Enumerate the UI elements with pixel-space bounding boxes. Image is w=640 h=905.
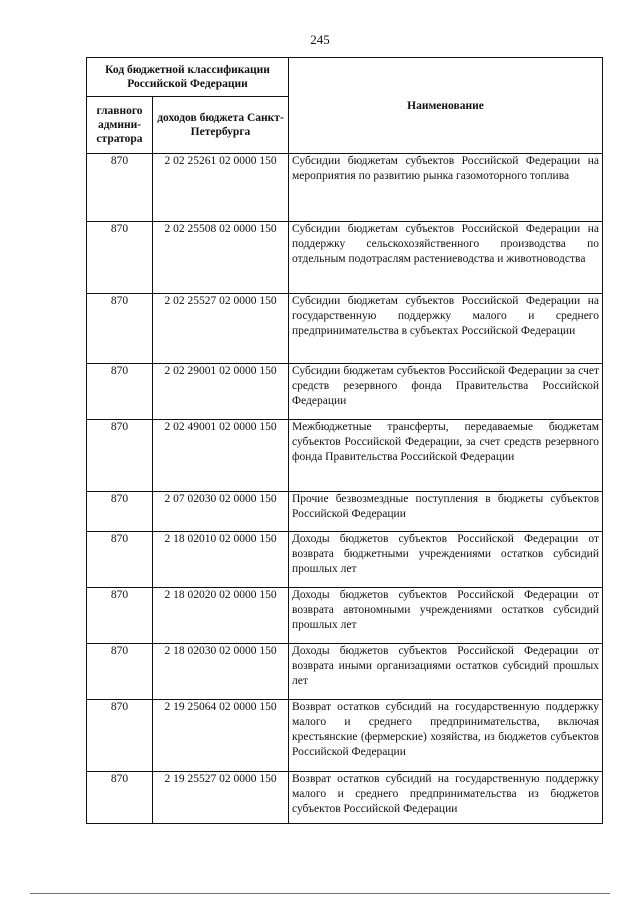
income-code-cell: 2 19 25064 02 0000 150: [153, 700, 289, 772]
admin-code-cell: 870: [87, 772, 153, 824]
admin-code-cell: 870: [87, 294, 153, 364]
table-row: [87, 294, 603, 364]
income-code-cell: 2 02 49001 02 0000 150: [153, 420, 289, 492]
table-row: [87, 772, 603, 824]
income-code-cell: 2 02 29001 02 0000 150: [153, 364, 289, 420]
admin-code-cell: 870: [87, 644, 153, 700]
table-row: [87, 588, 603, 644]
footer-divider: [30, 893, 610, 894]
header-name: Наименование: [289, 58, 603, 154]
name-cell: Доходы бюджетов субъектов Российской Федерации от возврата бюджетными учреждениями остатков субсидий прошлых лет: [289, 532, 603, 588]
name-cell: Прочие безвозмездные поступления в бюджеты субъектов Российской Федерации: [289, 492, 603, 532]
income-code-cell: 2 19 25527 02 0000 150: [153, 772, 289, 824]
income-code-cell: 2 18 02030 02 0000 150: [153, 644, 289, 700]
table-row: [87, 222, 603, 294]
name-cell: Субсидии бюджетам субъектов Российской Федерации на мероприятия по развитию рынка газомоторного топлива: [289, 154, 603, 222]
budget-classification-table: [86, 57, 603, 824]
name-cell: Межбюджетные трансферты, передаваемые бюджетам субъектов Российской Федерации, за счет средств резервного фонда Правительства Российской Федерации: [289, 420, 603, 492]
header-admin: главного админи-стратора: [87, 97, 153, 154]
name-cell: Возврат остатков субсидий на государственную поддержку малого и среднего предпринимательства из бюджетов субъектов Российской Федерации: [289, 772, 603, 824]
admin-code-cell: 870: [87, 700, 153, 772]
table-row: [87, 420, 603, 492]
page-number: 245: [310, 32, 330, 47]
table-row: [87, 700, 603, 772]
admin-code-cell: 870: [87, 532, 153, 588]
income-code-cell: 2 18 02020 02 0000 150: [153, 588, 289, 644]
admin-code-cell: 870: [87, 492, 153, 532]
table-row: [87, 644, 603, 700]
name-cell: Субсидии бюджетам субъектов Российской Федерации на государственную поддержку малого и среднего предпринимательства в субъектах Российской Федерации: [289, 294, 603, 364]
name-cell: Субсидии бюджетам субъектов Российской Федерации на поддержку сельскохозяйственного производства по отдельным подотраслям растениеводства и животноводства: [289, 222, 603, 294]
admin-code-cell: 870: [87, 588, 153, 644]
header-classification-code: Код бюджетной классификации Российской Федерации: [87, 58, 289, 97]
name-cell: Доходы бюджетов субъектов Российской Федерации от возврата иными организациями остатков субсидий прошлых лет: [289, 644, 603, 700]
header-income: доходов бюджета Санкт-Петербурга: [153, 97, 289, 154]
income-code-cell: 2 07 02030 02 0000 150: [153, 492, 289, 532]
name-cell: Возврат остатков субсидий на государственную поддержку малого и среднего предпринимательства, включая крестьянские (фермерские) хозяйства, из бюджетов субъектов Российской Федерации: [289, 700, 603, 772]
admin-code-cell: 870: [87, 154, 153, 222]
name-cell: Доходы бюджетов субъектов Российской Федерации от возврата автономными учреждениями остатков субсидий прошлых лет: [289, 588, 603, 644]
income-code-cell: 2 02 25508 02 0000 150: [153, 222, 289, 294]
admin-code-cell: 870: [87, 420, 153, 492]
name-cell: Субсидии бюджетам субъектов Российской Федерации за счет средств резервного фонда Правительства Российской Федерации: [289, 364, 603, 420]
admin-code-cell: 870: [87, 364, 153, 420]
admin-code-cell: 870: [87, 222, 153, 294]
income-code-cell: 2 18 02010 02 0000 150: [153, 532, 289, 588]
income-code-cell: 2 02 25261 02 0000 150: [153, 154, 289, 222]
income-code-cell: 2 02 25527 02 0000 150: [153, 294, 289, 364]
table-row: [87, 492, 603, 532]
table-row: [87, 154, 603, 222]
table-row: [87, 364, 603, 420]
table-row: [87, 532, 603, 588]
